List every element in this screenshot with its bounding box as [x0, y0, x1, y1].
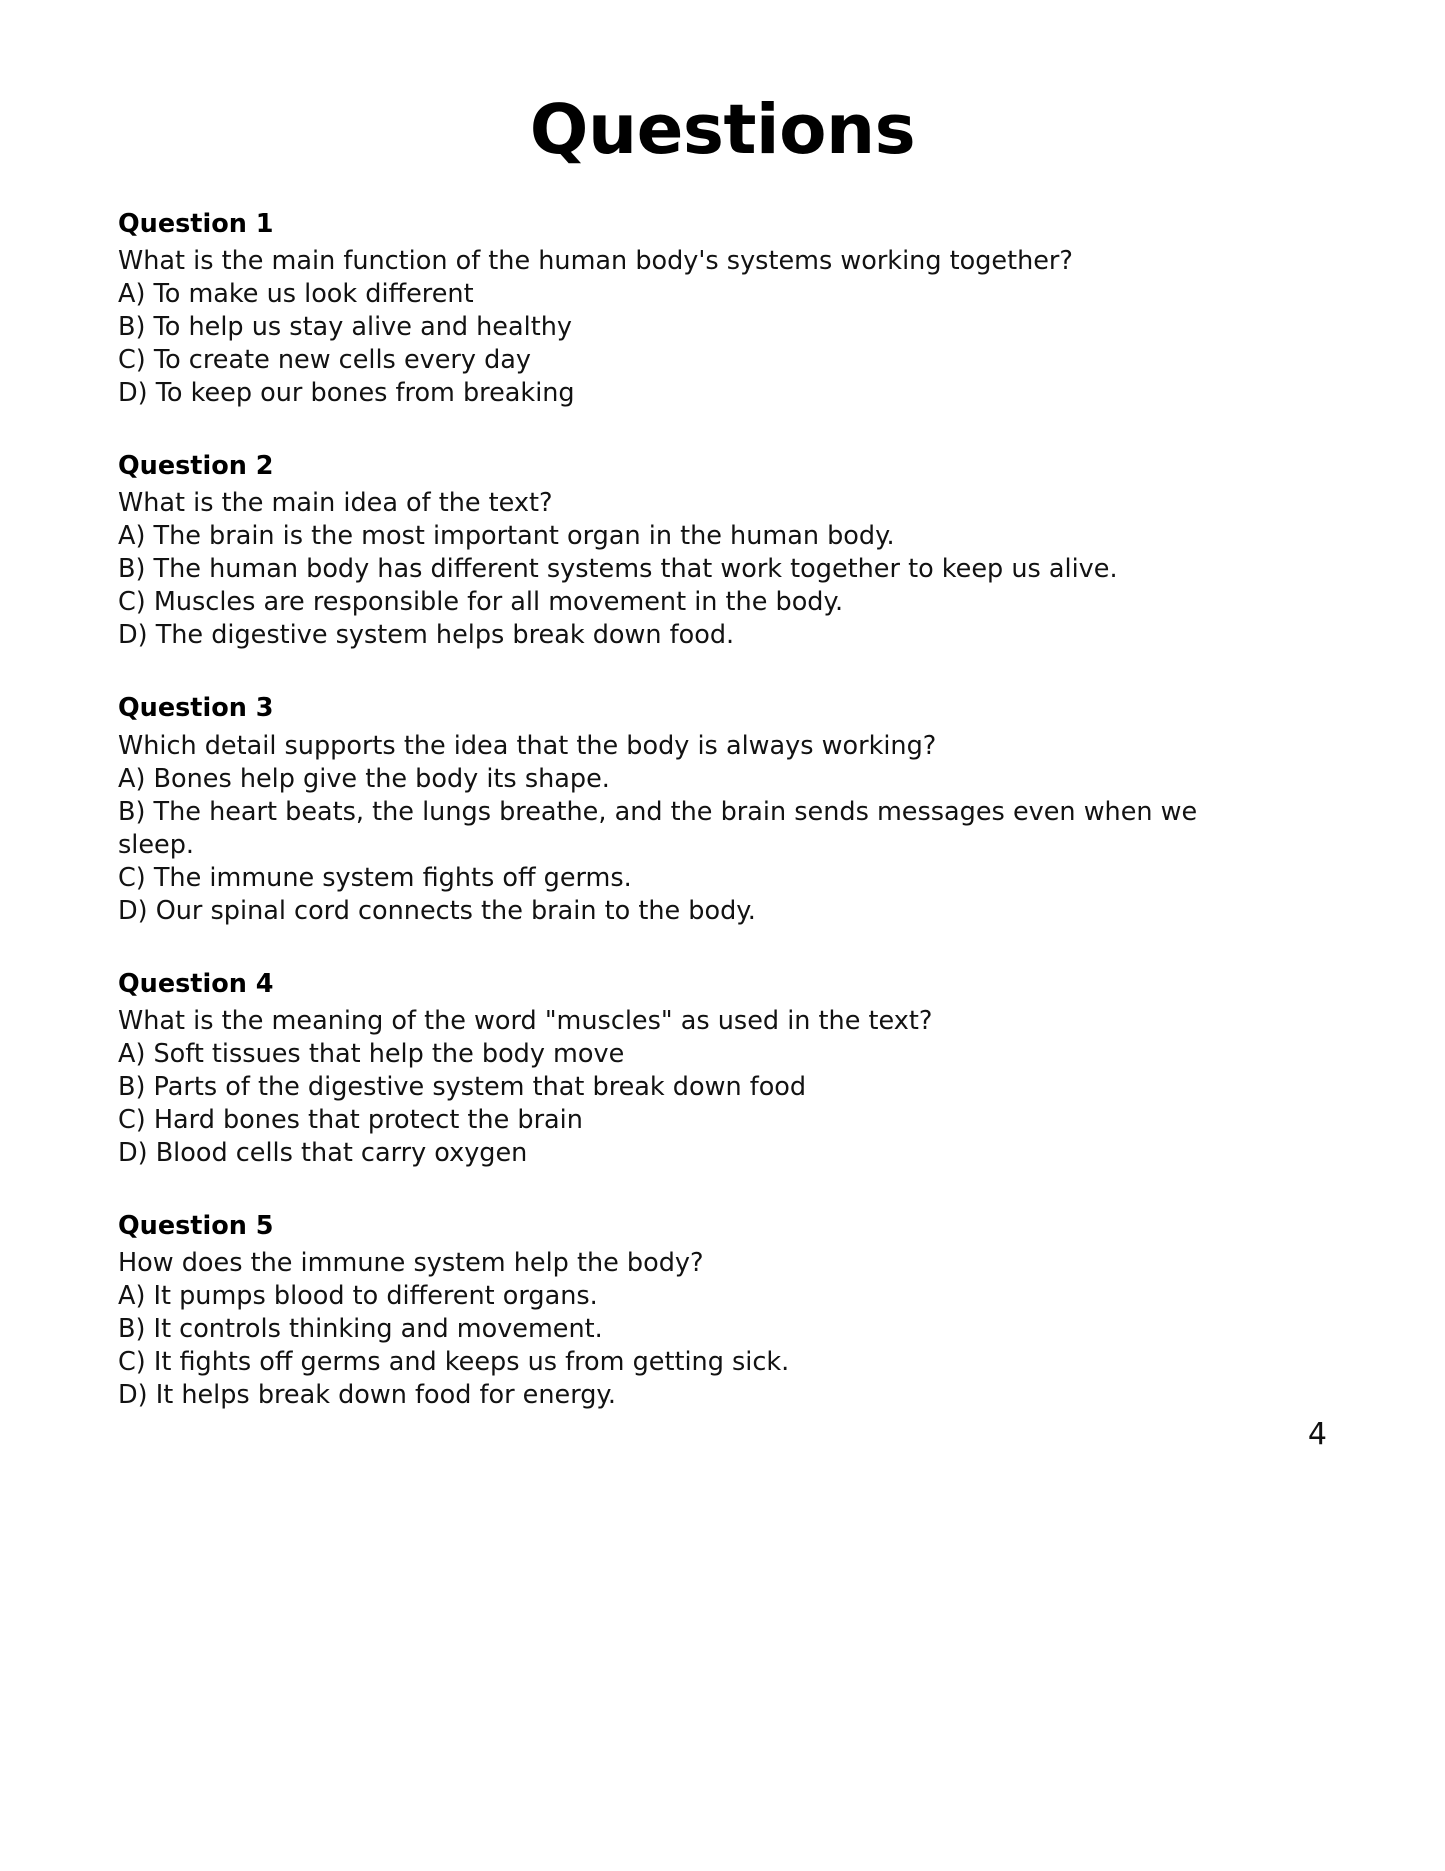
- question-option-a: A) The brain is the most important organ in the human body.: [118, 521, 895, 552]
- question-option-a: A) To make us look different: [118, 279, 474, 310]
- question-heading: Question 5: [118, 1210, 274, 1241]
- question-option-d: D) Blood cells that carry oxygen: [118, 1137, 528, 1168]
- question-option-c: C) To create new cells every day: [118, 345, 531, 376]
- question-option-c: C) It fights off germs and keeps us from getting sick.: [118, 1347, 790, 1378]
- question-option-c: C) Hard bones that protect the brain: [118, 1104, 583, 1135]
- question-heading: Question 4: [118, 968, 274, 999]
- question-prompt: How does the immune system help the body?: [118, 1248, 704, 1279]
- question-option-b: B) To help us stay alive and healthy: [118, 312, 572, 343]
- question-option-d: D) To keep our bones from breaking: [118, 378, 575, 409]
- question-heading: Question 1: [118, 209, 274, 239]
- question-block: [118, 1210, 1208, 1412]
- question-option-a: A) Bones help give the body its shape.: [118, 763, 610, 794]
- question-option-b: B) The human body has different systems that work together to keep us alive.: [118, 554, 1118, 585]
- question-block: [118, 208, 1208, 410]
- question-heading: Question 3: [118, 693, 274, 724]
- question-block: [118, 450, 1208, 652]
- question-option-a: A) Soft tissues that help the body move: [118, 1038, 625, 1069]
- question-prompt: What is the main function of the human body's systems working together?: [118, 246, 1073, 277]
- question-option-a: A) It pumps blood to different organs.: [118, 1281, 598, 1312]
- question-option-c: C) The immune system fights off germs.: [118, 862, 632, 893]
- question-option-b: B) It controls thinking and movement.: [118, 1314, 603, 1345]
- question-option-d: D) Our spinal cord connects the brain to the body.: [118, 895, 756, 926]
- question-prompt: What is the main idea of the text?: [118, 488, 553, 519]
- question-prompt: What is the meaning of the word "muscles" as used in the text?: [118, 1005, 933, 1036]
- page-title: Questions: [529, 90, 916, 170]
- question-block: [118, 692, 1208, 927]
- question-option-c: C) Muscles are responsible for all movement in the body.: [118, 587, 844, 618]
- question-option-b: B) Parts of the digestive system that break down food: [118, 1071, 807, 1102]
- questions-list: [118, 208, 1208, 1412]
- page-number: 4: [1307, 1417, 1327, 1452]
- question-block: [118, 968, 1208, 1170]
- question-option-d: D) The digestive system helps break down food.: [118, 620, 735, 651]
- question-option-b: B) The heart beats, the lungs breathe, and the brain sends messages even when we sleep.: [118, 796, 1198, 860]
- question-option-d: D) It helps break down food for energy.: [118, 1380, 616, 1411]
- question-prompt: Which detail supports the idea that the body is always working?: [118, 730, 937, 761]
- question-heading: Question 2: [118, 451, 274, 482]
